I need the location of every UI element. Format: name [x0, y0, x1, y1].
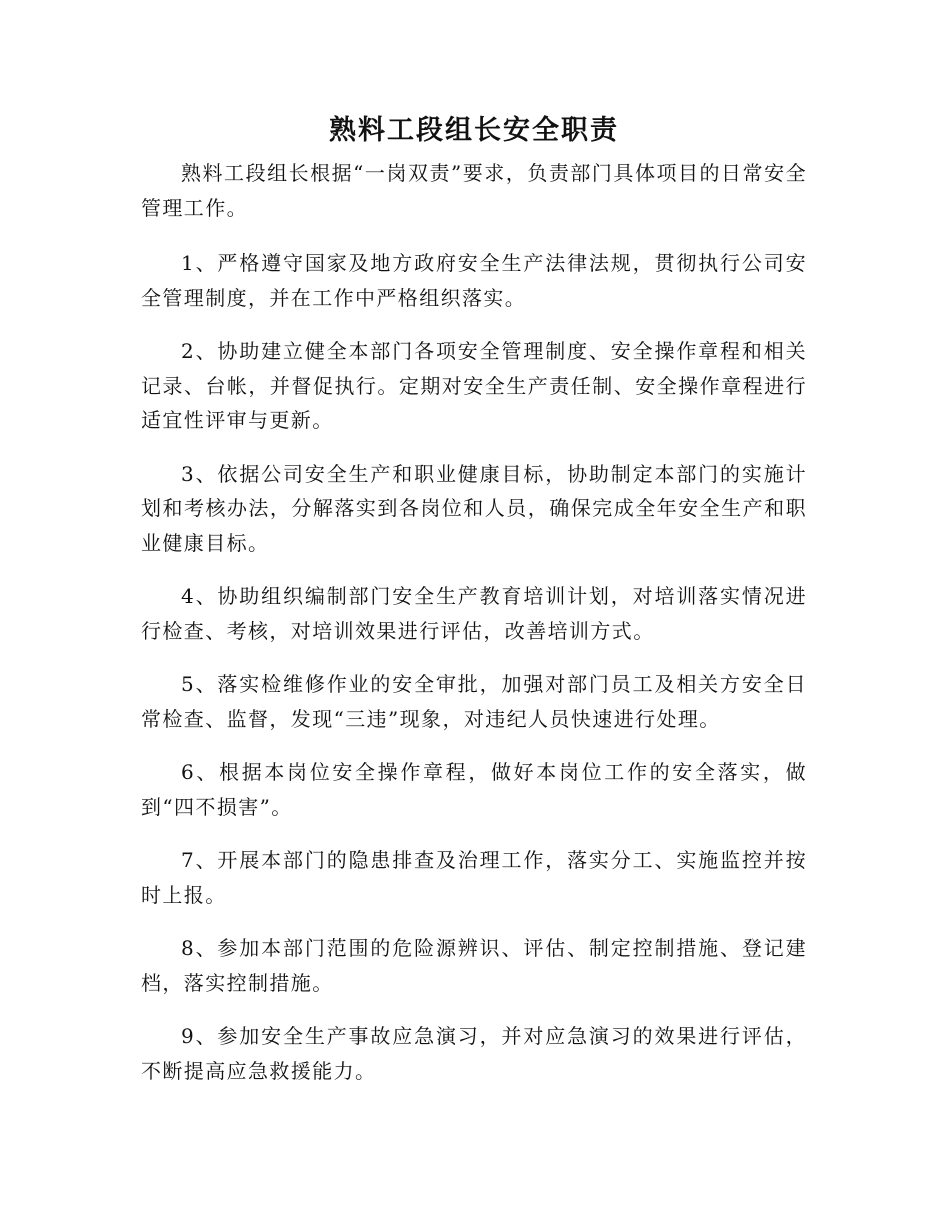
duty-item-8: 8、参加本部门范围的危险源辨识、评估、制定控制措施、登记建档，落实控制措施。	[141, 936, 807, 995]
duty-item-3: 3、依据公司安全生产和职业健康目标，协助制定本部门的实施计划和考核办法，分解落实到各岗位和人员，确保完成全年安全生产和职业健康目标。	[141, 461, 807, 555]
duty-item-7: 7、开展本部门的隐患排查及治理工作，落实分工、实施监控并按时上报。	[141, 848, 807, 907]
duty-item-9: 9、参加安全生产事故应急演习，并对应急演习的效果进行评估，不断提高应急救援能力。	[141, 1024, 807, 1083]
duty-item-1: 1、严格遵守国家及地方政府安全生产法律法规，贯彻执行公司安全管理制度，并在工作中严格组织落实。	[141, 251, 807, 310]
duty-item-4: 4、协助组织编制部门安全生产教育培训计划，对培训落实情况进行检查、考核，对培训效果进行评估，改善培训方式。	[141, 584, 807, 643]
duty-item-6: 6、根据本岗位安全操作章程，做好本岗位工作的安全落实，做到“四不损害”。	[141, 760, 807, 819]
document-title: 熟料工段组长安全职责	[329, 115, 619, 146]
document-page	[141, 108, 807, 1107]
duty-item-5: 5、落实检维修作业的安全审批，加强对部门员工及相关方安全日常检查、监督，发现“三违”现象，对违纪人员快速进行处理。	[141, 672, 807, 731]
intro-paragraph: 熟料工段组长根据“一岗双责”要求，负责部门具体项目的日常安全管理工作。	[141, 161, 807, 220]
duty-item-2: 2、协助建立健全本部门各项安全管理制度、安全操作章程和相关记录、台帐，并督促执行。定期对安全生产责任制、安全操作章程进行适宜性评审与更新。	[141, 339, 807, 432]
